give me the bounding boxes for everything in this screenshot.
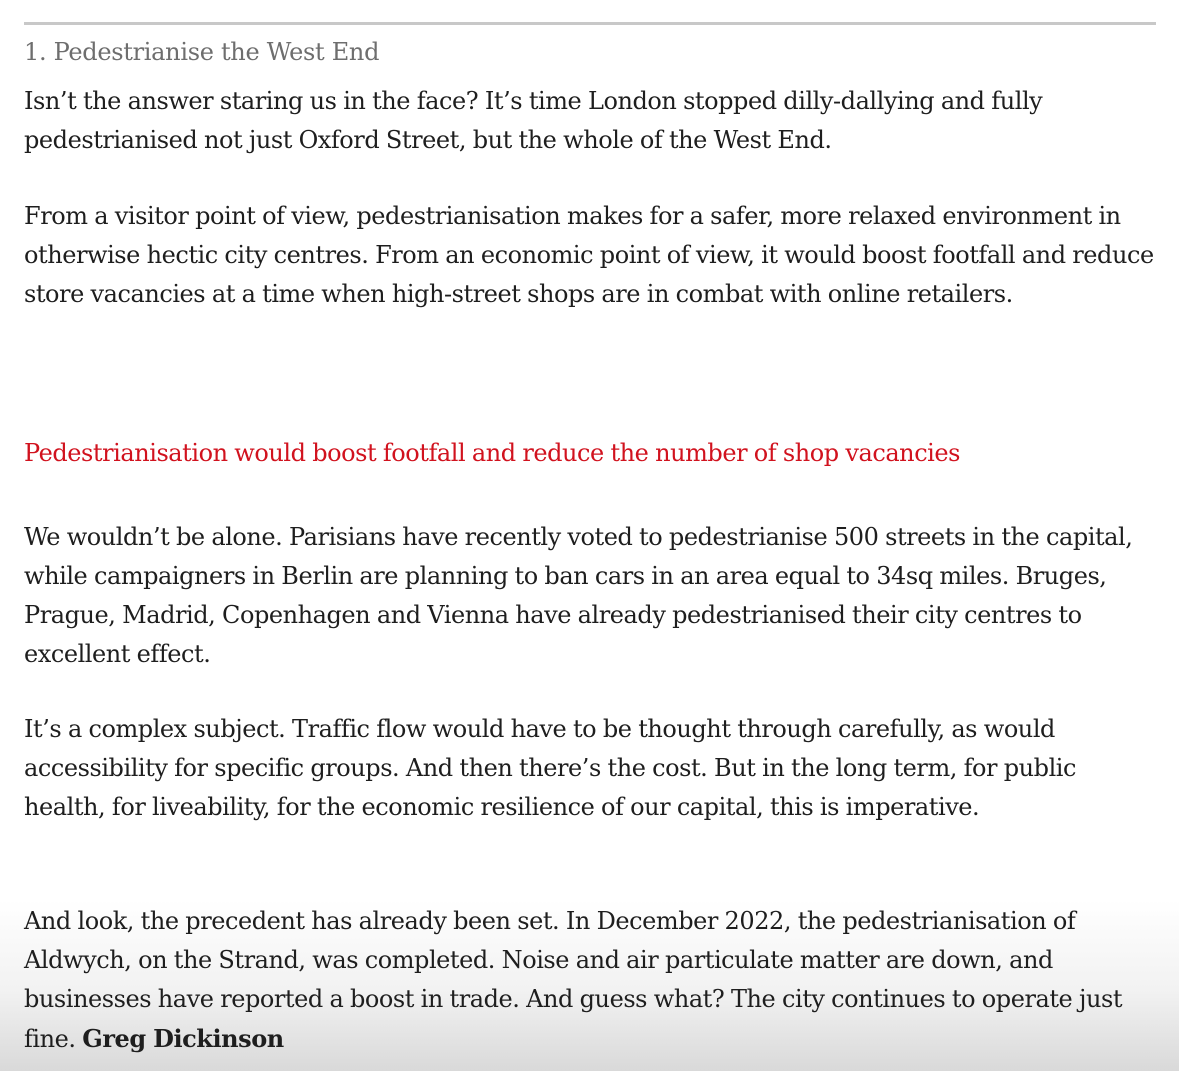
pull-quote: Pedestrianisation would boost footfall and reduce the number of shop vacancies xyxy=(24,439,961,467)
body-paragraph: Isn’t the answer staring us in the face? It’s time London stopped dilly-dallying and fully pedestrianised not just Oxford Street, but the whole of the West End. xyxy=(24,87,1043,154)
body-paragraph: It’s a complex subject. Traffic flow would have to be thought through carefully, as would accessibility for specific groups. And then there’s the cost. But in the long term, for public health, for liveability, for the economic resilience of our capital, this is imperative. xyxy=(24,715,1077,821)
section-divider xyxy=(24,22,1156,25)
body-paragraph-final xyxy=(24,902,1159,1059)
author-byline: Greg Dickinson xyxy=(82,1024,284,1053)
section-heading: 1. Pedestrianise the West End xyxy=(24,38,380,66)
body-paragraph: We wouldn’t be alone. Parisians have recently voted to pedestrianise 500 streets in the capital, while campaigners in Berlin are planning to ban cars in an area equal to 34sq miles. Bruges, Prague, Madrid, Copenhagen and Vienna have already pedestrianised their city centres to excellent effect. xyxy=(24,523,1133,668)
final-paragraph-text: And look, the precedent has already been set. In December 2022, the pedestrianisation of Aldwych, on the Strand, was completed. Noise and air particulate matter are down, and businesses have reported a boost in trade. And guess what? The city continues to operate just fine. xyxy=(24,907,1123,1053)
body-paragraph: From a visitor point of view, pedestrianisation makes for a safer, more relaxed environment in otherwise hectic city centres. From an economic point of view, it would boost footfall and reduce store vacancies at a time when high-street shops are in combat with online retailers. xyxy=(24,202,1154,308)
